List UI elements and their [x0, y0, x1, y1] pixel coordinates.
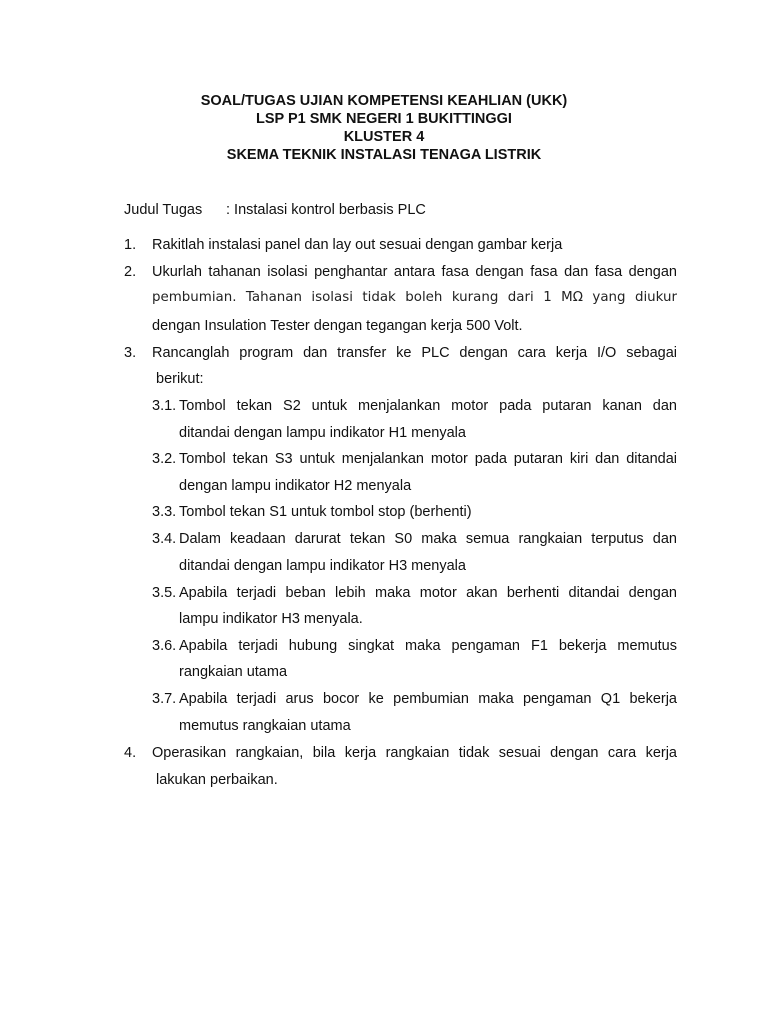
subitem-number: 3.5. [152, 585, 177, 601]
item-text: Rancanglah program dan transfer ke PLC dengan cara kerja I/O sebagai [152, 345, 677, 361]
subitem-text: Tombol tekan S1 untuk tombol stop (berhenti) [179, 504, 472, 520]
subitem-text: lampu indikator H3 menyala. [179, 611, 363, 627]
subitem-number: 3.7. [152, 691, 177, 707]
header-scheme: SKEMA TEKNIK INSTALASI TENAGA LISTRIK [226, 147, 542, 163]
subitem-number: 3.3. [152, 504, 177, 520]
item-text: Operasikan rangkaian, bila kerja rangkaian tidak sesuai dengan cara kerja [152, 745, 677, 761]
subitem-text: rangkaian utama [179, 664, 288, 680]
subitem-text: dengan lampu indikator H2 menyala [179, 478, 412, 494]
task-subject-label: Judul Tugas [124, 202, 203, 218]
task-subject-value: : Instalasi kontrol berbasis PLC [226, 202, 426, 218]
subitem-text: Tombol tekan S3 untuk menjalankan motor pada putaran kiri dan ditandai [179, 451, 677, 467]
header-title: SOAL/TUGAS UJIAN KOMPETENSI KEAHLIAN (UKK) [200, 93, 568, 109]
subitem-text: Dalam keadaan darurat tekan S0 maka semua rangkaian terputus dan [179, 531, 677, 547]
item-text: lakukan perbaikan. [156, 772, 278, 788]
subitem-text: ditandai dengan lampu indikator H1 menyala [179, 425, 466, 441]
task-subject [124, 201, 426, 219]
item-number: 1. [124, 237, 137, 253]
subitem-number: 3.4. [152, 531, 177, 547]
subitem-number: 3.2. [152, 451, 177, 467]
item-text: Ukurlah tahanan isolasi penghantar antara fasa dengan fasa dan fasa dengan [152, 264, 677, 280]
item-text: pembumian. Tahanan isolasi tidak boleh kurang dari 1 MΩ yang diukur [152, 290, 677, 305]
header-institution: LSP P1 SMK NEGERI 1 BUKITTINGGI [256, 111, 512, 127]
subitem-text: ditandai dengan lampu indikator H3 menyala [179, 558, 466, 574]
subitem-text: Apabila terjadi arus bocor ke pembumian maka pengaman Q1 bekerja [179, 691, 677, 707]
subitem-text: Apabila terjadi beban lebih maka motor akan berhenti ditandai dengan [179, 585, 677, 601]
item-number: 4. [124, 745, 137, 761]
subitem-text: memutus rangkaian utama [179, 718, 351, 734]
item-text: Rakitlah instalasi panel dan lay out sesuai dengan gambar kerja [152, 237, 563, 253]
header-cluster: KLUSTER 4 [343, 129, 425, 145]
item-text: berikut: [156, 371, 204, 387]
subitem-number: 3.1. [152, 398, 177, 414]
item-number: 3. [124, 345, 137, 361]
subitem-text: Tombol tekan S2 untuk menjalankan motor pada putaran kanan dan [179, 398, 677, 414]
subitem-text: Apabila terjadi hubung singkat maka pengaman F1 bekerja memutus [179, 638, 677, 654]
item-text: dengan Insulation Tester dengan tegangan kerja 500 Volt. [152, 318, 523, 334]
item-number: 2. [124, 264, 137, 280]
subitem-number: 3.6. [152, 638, 177, 654]
document-header [0, 92, 768, 164]
